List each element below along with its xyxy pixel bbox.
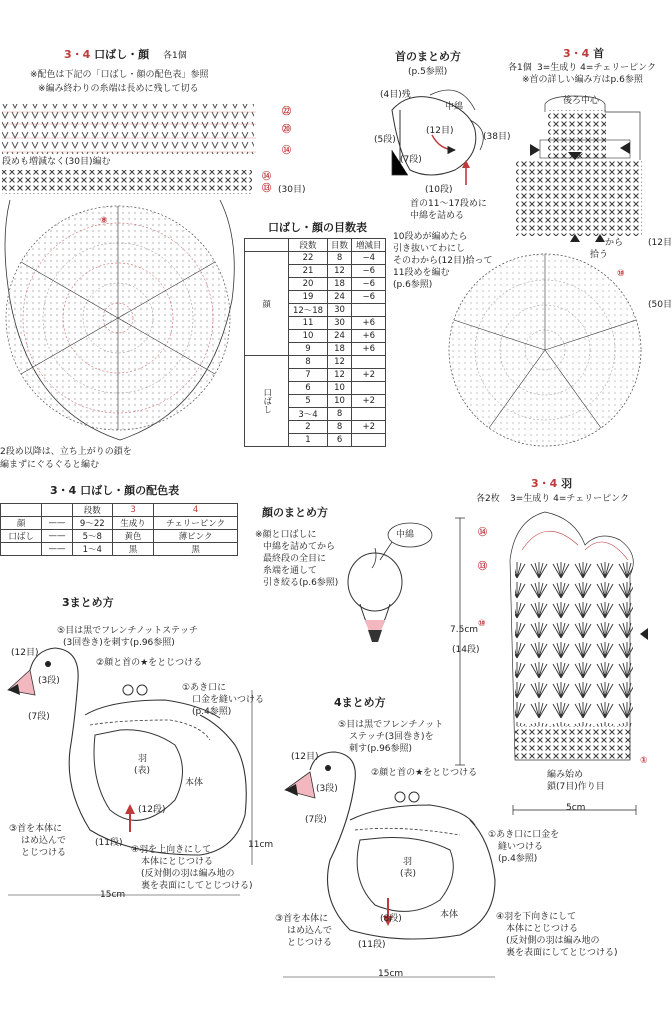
finish-3-wing: 羽	[138, 754, 148, 764]
table-cell: 12	[327, 369, 352, 382]
finish-4-label-11dan: (11段)	[358, 940, 386, 950]
table-cell: 24	[327, 330, 352, 343]
neck-finish-label-38: (38目)	[483, 132, 511, 142]
table-cell: 11	[289, 317, 327, 330]
face-rows-chart	[2, 104, 256, 194]
table-cell: 10	[327, 395, 352, 408]
table-cell	[352, 304, 386, 317]
neck-finish-title: 首のまとめ方	[395, 50, 461, 63]
color-table-header-part	[1, 504, 42, 517]
finish-4-step3b: はめ込んで	[287, 926, 333, 936]
stitch-table-title: 口ばし・顔の目数表	[268, 221, 367, 234]
finish-4-label-3: (3段)	[316, 784, 338, 794]
color-table-cell: ——	[42, 530, 72, 543]
neck-finish-note-3: 10段めが編めたら	[393, 232, 468, 242]
finish-3-step1c: (p.4参照)	[192, 707, 232, 717]
finish-4-step4b: 本体にとじつける	[506, 924, 579, 934]
table-cell: 1	[289, 434, 327, 447]
color-table-cell: 顔	[1, 517, 42, 530]
wing-colors: 3=生成り 4=チェリーピンク	[510, 494, 629, 504]
face-row-22-marker: ㉒	[282, 107, 292, 117]
neck-colors: 3=生成り 4=チェリーピンク	[537, 63, 656, 73]
beak-face-title: 3・4 口ばし・顔	[64, 48, 150, 61]
finish-3-label-12: (12目)	[11, 648, 39, 658]
finish-3-step4b: 本体にとじつける	[141, 857, 214, 867]
face-row-20-marker: ⑳	[282, 125, 292, 135]
finish-4-body: 本体	[440, 910, 459, 920]
table-cell: 8	[289, 356, 327, 369]
neck-circle-chart	[449, 254, 641, 446]
face-bottom-note-1: 2段め以降は、立ち上がりの鎖を	[0, 447, 132, 457]
finish-3-label-12dan: (12段)	[138, 805, 166, 815]
table-header-stitches: 目数	[327, 239, 352, 252]
face-finish-bulb	[348, 523, 432, 642]
table-header-group	[245, 239, 289, 252]
wing-row-10: ⑩	[478, 619, 486, 629]
color-table-header-row	[1, 504, 238, 517]
table-cell: 5	[289, 395, 327, 408]
color-table-cell: 口ばし	[1, 530, 42, 543]
table-cell: 22	[289, 252, 327, 265]
table-cell	[352, 382, 386, 395]
finish-3-step4c: (反対側の羽は編み地の	[141, 869, 235, 879]
face-bottom-note-2: 編まずにぐるぐると編む	[0, 460, 100, 470]
table-cell: 6	[289, 382, 327, 395]
finish-3-label-7: (7段)	[28, 712, 50, 722]
finish-4-step5c: 刺す(p.96参照)	[349, 744, 413, 754]
table-cell: 18	[327, 343, 352, 356]
table-row	[245, 252, 386, 265]
finish-3-step3b: はめ込んで	[21, 836, 67, 846]
color-table-cell: 黒	[154, 543, 238, 556]
color-table-header-4: 4	[154, 504, 238, 517]
wing-row-1: ①	[640, 756, 648, 766]
neck-pick-label: から	[605, 238, 624, 248]
finish-3-step4d: 裏を表面にしてとじつける)	[141, 881, 253, 891]
table-cell	[352, 434, 386, 447]
finish-4-wing-side: (表)	[400, 869, 417, 879]
color-table-cell: 1〜4	[72, 543, 112, 556]
table-cell	[352, 408, 386, 421]
table-cell: +6	[352, 317, 386, 330]
neck-finish-label-7: (7段)	[400, 155, 422, 165]
face-center-num: ⑧	[100, 216, 108, 226]
wing-start: 編み始め	[547, 770, 584, 780]
neck-label-50: (50目	[648, 300, 672, 310]
beak-face-count: 各1個	[163, 51, 187, 61]
finish-3-step4a: ④羽を上向きにして	[131, 845, 212, 855]
finish-4-step5b: ステッチ(3回巻き)を	[349, 732, 434, 742]
face-finish-note-2: 中綿を詰めてから	[263, 542, 336, 552]
neck-finish-note-1: 首の11〜17段めに	[410, 199, 487, 209]
color-table-cell: ——	[42, 517, 72, 530]
face-finish-nakawata: 中綿	[396, 530, 415, 540]
color-table-cell: 5〜8	[72, 530, 112, 543]
wing-row-14: ⑭	[478, 528, 488, 538]
finish-4-step1c: (p.4参照)	[498, 854, 538, 864]
finish-4-label-7: (7段)	[305, 815, 327, 825]
table-header-rows: 段数	[289, 239, 327, 252]
neck-label-12: (12目	[648, 238, 672, 248]
face-row-30-label: (30目)	[278, 185, 306, 195]
table-cell: 8	[327, 421, 352, 434]
table-cell: 21	[289, 265, 327, 278]
finish-4-wing: 羽	[403, 857, 413, 867]
finish-4-step1b: 縫いつける	[498, 842, 544, 852]
table-group-beak: 口ばし	[245, 356, 289, 447]
color-table-cell: チェリーピンク	[154, 517, 238, 530]
color-table-cell: 9〜22	[72, 517, 112, 530]
finish-4-label-8dan: (8段)	[380, 914, 402, 924]
table-cell: 12	[327, 356, 352, 369]
wing-row-13: ⑬	[478, 562, 488, 572]
neck-finish-label-10: (10段)	[425, 185, 453, 195]
table-cell: −6	[352, 291, 386, 304]
finish-3-step5b: (3回巻き)を刺す(p.96参照)	[63, 638, 175, 648]
color-table-row	[1, 517, 238, 530]
beak-face-note-end: ※編み終わりの糸端は長めに残して切る	[38, 84, 199, 94]
face-row-13-marker: ⑬	[262, 184, 272, 194]
finish-4-step3a: ③首を本体に	[275, 914, 329, 924]
finish-4-width: 15cm	[378, 969, 404, 979]
wing-title: 3・4 羽	[531, 477, 573, 490]
table-cell: 30	[327, 304, 352, 317]
table-header-row	[245, 239, 386, 252]
color-table-cell: 黄色	[112, 530, 153, 543]
stitch-count-table	[244, 238, 386, 447]
color-table-cell: 黒	[112, 543, 153, 556]
neck-back-center: 後ろ中心	[563, 96, 600, 106]
finish-4-step4c: (反対側の羽は編み地の	[506, 936, 600, 946]
table-cell: 12	[327, 265, 352, 278]
neck-finish-sketch	[392, 90, 483, 185]
table-group-face: 顔	[245, 252, 289, 356]
face-row-14-marker: ⑭	[282, 146, 292, 156]
table-cell: +6	[352, 343, 386, 356]
finish-4-step4a: ④羽を下向きにして	[496, 912, 577, 922]
color-table-row	[1, 530, 238, 543]
table-row	[245, 356, 386, 369]
table-cell: 18	[327, 278, 352, 291]
table-cell: +2	[352, 369, 386, 382]
neck-finish-note-7: (p.6参照)	[393, 280, 433, 290]
finish-4-step2: ②顔と首の★をとじつける	[371, 768, 478, 778]
table-cell: 2	[289, 421, 327, 434]
face-finish-note-5: 引き絞る(p.6参照)	[263, 578, 339, 588]
color-table-cell	[1, 543, 42, 556]
color-table-cell: 生成り	[112, 517, 153, 530]
table-cell: 8	[327, 252, 352, 265]
face-finish-note-4: 糸端を通して	[263, 566, 318, 576]
table-cell: 7	[289, 369, 327, 382]
neck-finish-note-5: そのわから(12目)拾って	[393, 256, 493, 266]
table-cell: −6	[352, 265, 386, 278]
table-cell: 12〜18	[289, 304, 327, 317]
finish-4-step3c: とじつける	[287, 938, 333, 948]
finish-3-step1a: ①あき口に	[182, 683, 227, 693]
neck-finish-note-4: 引き抜いてわにし	[393, 244, 466, 254]
table-cell	[352, 356, 386, 369]
finish-3-step2: ②顔と首の★をとじつける	[96, 658, 203, 668]
finish-3-step1b: 口金を縫いつける	[192, 695, 265, 705]
table-cell: 6	[327, 434, 352, 447]
face-finish-title: 顔のまとめ方	[262, 506, 328, 519]
finish-3-body: 本体	[185, 778, 204, 788]
color-table-title: 3・4 口ばし・顔の配色表	[50, 484, 180, 497]
neck-finish-nakawata: 中綿	[445, 102, 464, 112]
finish-3-label-3: (3段)	[38, 676, 60, 686]
neck-count: 各1個	[508, 63, 532, 73]
wing-height-rows: (14段)	[452, 645, 480, 655]
neck-pick-label-2: 拾う	[590, 250, 609, 260]
face-increase-note: 段めも増減なく(30目)編む	[2, 157, 111, 167]
finish-3-width: 15cm	[100, 890, 126, 900]
neck-finish-label-5: (5段)	[374, 135, 396, 145]
table-cell: 8	[327, 408, 352, 421]
finish-3-wing-side: (表)	[134, 766, 151, 776]
face-finish-note-3: 最終段の全目に	[263, 554, 327, 564]
color-table-cell: ——	[42, 543, 72, 556]
table-cell: −6	[352, 278, 386, 291]
neck-title: 3・4 首	[563, 47, 605, 60]
neck-finish-ref: (p.5参照)	[408, 67, 448, 77]
table-cell: +6	[352, 330, 386, 343]
finish-4-title: 4まとめ方	[334, 696, 386, 709]
table-cell: 10	[327, 382, 352, 395]
finish-3-height: 11cm	[248, 840, 274, 850]
color-table	[0, 503, 238, 556]
finish-3-step3a: ③首を本体に	[9, 824, 63, 834]
face-circle-chart	[5, 200, 234, 440]
finish-4-step4d: 裏を表面にしてとじつける)	[506, 948, 618, 958]
color-table-header-3: 3	[112, 504, 153, 517]
table-cell: 19	[289, 291, 327, 304]
neck-finish-note-2: 中綿を詰める	[410, 211, 465, 221]
table-cell: 9	[289, 343, 327, 356]
face-row-14b-marker: ⑭	[262, 172, 272, 182]
table-cell: +2	[352, 395, 386, 408]
color-table-row	[1, 543, 238, 556]
neck-finish-note-6: 11段めを編む	[393, 268, 450, 278]
color-table-header-rows: 段数	[72, 504, 112, 517]
neck-chart	[516, 96, 642, 242]
neck-center-num: ⑩	[617, 269, 625, 279]
color-table-cell: 薄ピンク	[154, 530, 238, 543]
finish-4-step1a: ①あき口に口金を	[488, 830, 560, 840]
table-cell: 24	[327, 291, 352, 304]
table-cell: −4	[352, 252, 386, 265]
finish-3-title: 3まとめ方	[62, 596, 114, 609]
finish-3-step3c: とじつける	[21, 848, 67, 858]
wing-count: 各2枚	[476, 494, 500, 504]
table-cell: +2	[352, 421, 386, 434]
finish-3-label-11dan: (11段)	[95, 838, 123, 848]
wing-width: 5cm	[566, 803, 586, 813]
finish-3-step5a: ⑤目は黒でフレンチノットステッチ	[57, 626, 198, 636]
table-cell: 3〜4	[289, 408, 327, 421]
wing-start-2: 鎖(7目)作り目	[547, 782, 605, 792]
finish-4-label-12: (12目)	[291, 752, 319, 762]
finish-4-step5a: ⑤目は黒でフレンチノット	[338, 720, 444, 730]
neck-finish-label-12: (12目)	[426, 126, 454, 136]
table-cell: 10	[289, 330, 327, 343]
color-table-header-line	[42, 504, 72, 517]
face-finish-note-1: ※顔と口ばしに	[255, 530, 317, 540]
table-cell: 20	[289, 278, 327, 291]
table-cell: 30	[327, 317, 352, 330]
beak-face-note-color: ※配色は下記の「口ばし・顔の配色表」参照	[30, 70, 209, 80]
table-header-change: 増減目	[352, 239, 386, 252]
neck-finish-label-4: (4目)残	[380, 90, 411, 100]
wing-height: 7.5cm	[450, 625, 479, 635]
neck-note: ※首の詳しい編み方はp.6参照	[522, 75, 643, 85]
